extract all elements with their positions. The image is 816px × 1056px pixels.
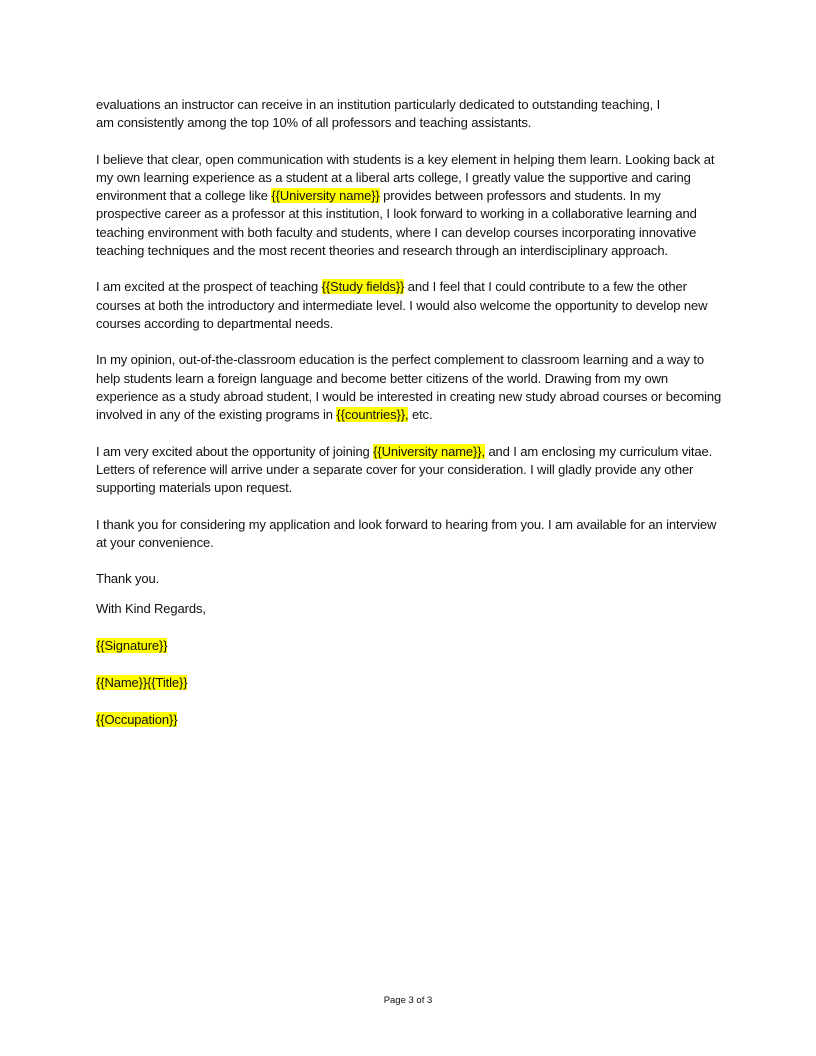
- paragraph-evaluations-line-2: am consistently among the top 10% of all professors and teaching assistants.: [96, 115, 532, 131]
- name-title-line: [96, 674, 724, 692]
- paragraph-study-abroad: [96, 351, 724, 424]
- signature-line: [96, 637, 724, 655]
- paragraph-evaluations-line-1: evaluations an instructor can receive in an institution particularly dedicated to outstanding teaching, I: [96, 97, 661, 112]
- paragraph-communication-text-2: provides between professors and students. In my prospective career as a professor at this institution, I look forward to working in a collaborative learning and teaching environment with both faculty and students, where I can develop courses incorporating innovative teaching techniques and the most recent theories and research through an interdisciplinary approach.: [96, 188, 697, 258]
- placeholder-occupation: {{Occupation}}: [96, 711, 178, 727]
- paragraph-thanks: [96, 516, 724, 552]
- paragraph-teaching-text-1: I am excited at the prospect of teaching: [96, 279, 322, 295]
- placeholder-signature: {{Signature}}: [96, 637, 168, 653]
- paragraph-study-abroad-text-2: etc.: [408, 407, 433, 423]
- paragraph-evaluations: [96, 96, 724, 132]
- paragraph-joining-text-1: I am very excited about the opportunity of joining: [96, 443, 374, 459]
- paragraph-joining: [96, 443, 724, 498]
- occupation-line: [96, 711, 724, 729]
- closing-regards: With Kind Regards,: [96, 601, 206, 616]
- placeholder-study-fields: {{Study fields}}: [321, 279, 405, 295]
- placeholder-countries: {{countries}},: [336, 407, 409, 423]
- placeholder-university-name-2: {{University name}},: [373, 443, 485, 459]
- placeholder-name-title: {{Name}}{{Title}}: [96, 674, 188, 690]
- closing-thank-you: Thank you.: [96, 571, 160, 587]
- letter-body: [96, 96, 724, 748]
- paragraph-joining-text-2: and I am enclosing my curriculum vitae. Letters of reference will arrive under a separate cover for your consideration. I will gladly provide any other supporting materials upon request.: [96, 443, 713, 496]
- paragraph-thanks-text: I thank you for considering my application and look forward to hearing from you. I am available for an interview at your convenience.: [96, 516, 717, 550]
- paragraph-teaching-text-2: and I feel that I could contribute to a few the other courses at both the introductory and intermediate level. I would also welcome the opportunity to develop new courses according to departmental needs.: [96, 279, 708, 331]
- paragraph-teaching: [96, 278, 724, 333]
- placeholder-university-name: {{University name}}: [271, 188, 380, 204]
- paragraph-communication: [96, 151, 724, 260]
- paragraph-study-abroad-text-1: In my opinion, out-of-the-classroom education is the perfect complement to classroom learning and a way to help students learn a foreign language and become better citizens of the world. Drawing from my own experience as a study abroad student, I would be interested in creating new study abroad courses or becoming involved in any of the existing programs in: [96, 352, 722, 423]
- paragraph-communication-text-1: I believe that clear, open communication with students is a key element in helping them learn. Looking back at my own learning experience as a student at a liberal arts college, I greatly value the supportive and caring environment that a college like: [96, 151, 715, 204]
- page-number-footer: Page 3 of 3: [383, 995, 433, 1006]
